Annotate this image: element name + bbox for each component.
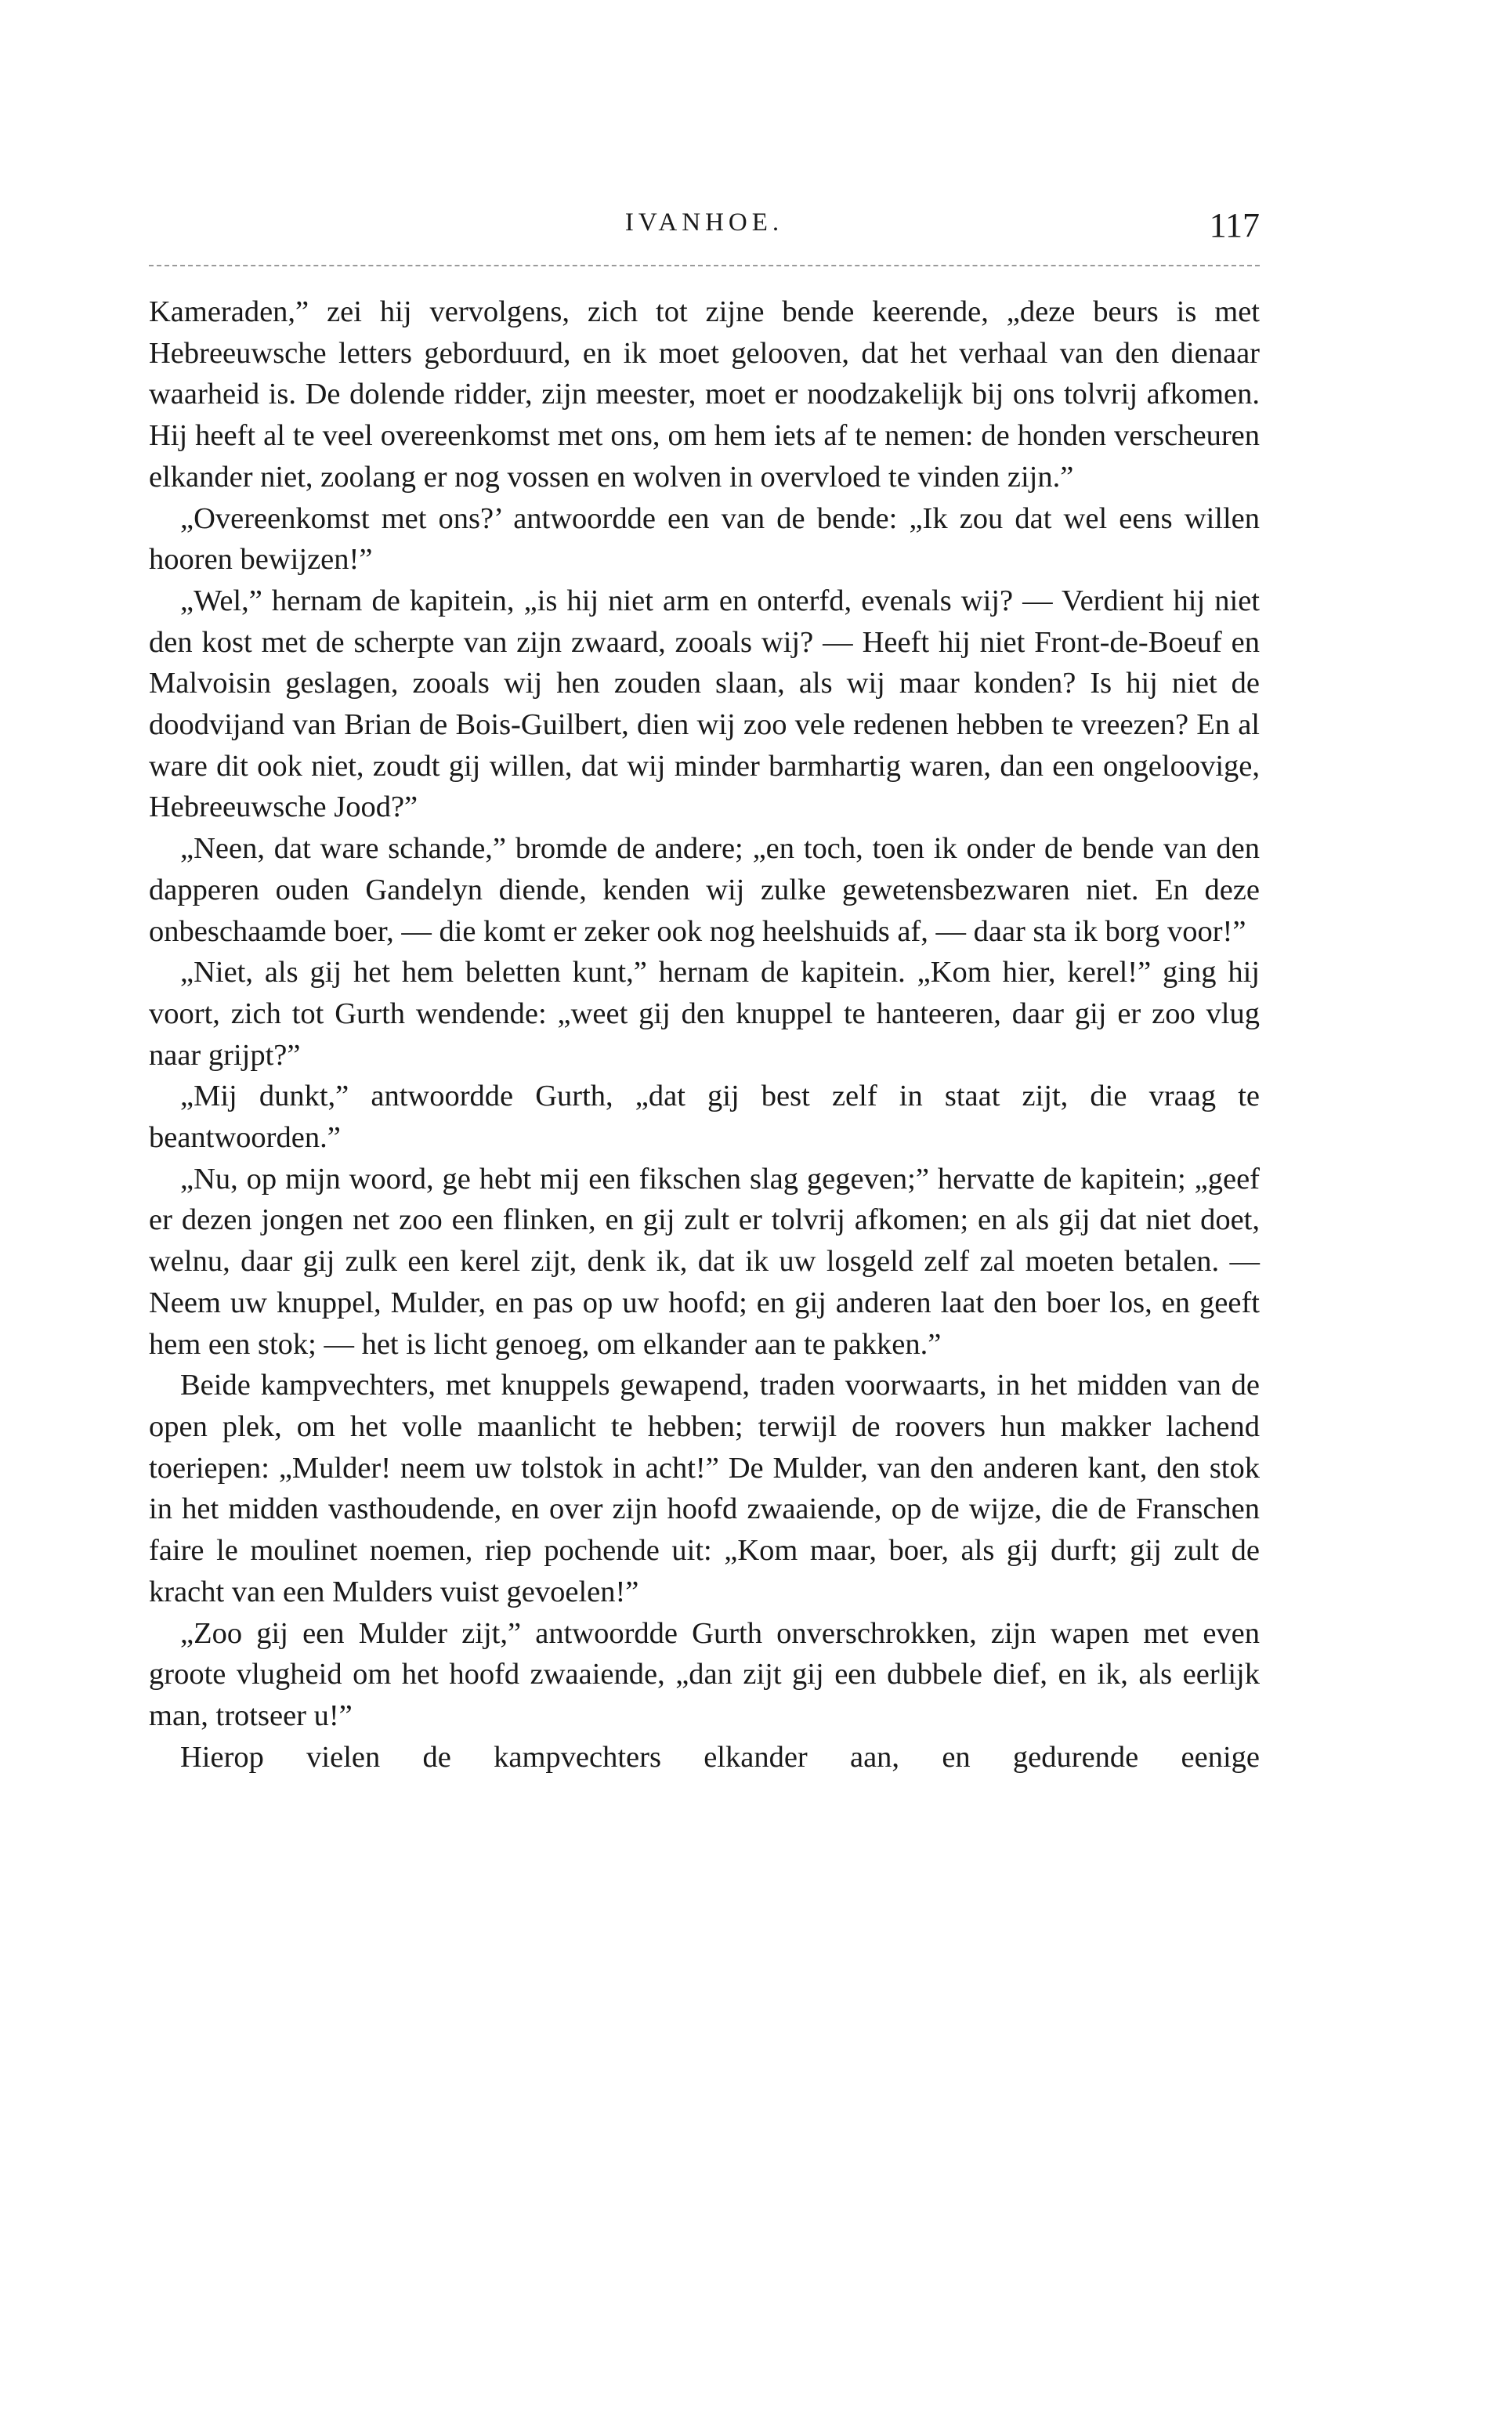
paragraph-10: Hierop vielen de kampvechters elkander aan, en gedurende eenige: [180, 1740, 1260, 1774]
paragraph-8: Beide kampvechters, met knuppels gewapend, traden voorwaarts, in het midden van de open plek, om het volle maanlicht te hebben; terwijl de roovers hun makker lachend toeriepen: „Mulder! neem uw tolstok in acht!” De Mulder, van den anderen kant, den stok in het midden vasthoudende, en over zijn hoofd zwaaiende, op de wijze, die de Franschen faire le moulinet noemen, riep pochende uit: „Kom maar, boer, als gij durft; gij zult de kracht van een Mulders vuist gevoelen!”: [149, 1369, 1260, 1608]
paragraph-4: „Neen, dat ware schande,” bromde de andere; „en toch, toen ik onder de bende van den dapperen ouden Gandelyn diende, kenden wij zulke gewetensbezwaren niet. En deze onbeschaamde boer, — die komt er zeker ook nog heelshuids af, — daar sta ik borg voor!”: [149, 832, 1260, 948]
running-title: IVANHOE.: [624, 208, 784, 237]
paragraph-9: „Zoo gij een Mulder zijt,” antwoordde Gurth onverschrokken, zijn wapen met even groote vlugheid om het hoofd zwaaiende, „dan zijt gij een dubbele dief, en ik, als eerlijk man, trotseer u!”: [149, 1616, 1260, 1732]
paragraph-1: Kameraden,” zei hij vervolgens, zich tot zijne bende keerende, „deze beurs is met Hebreeuwsche letters geborduurd, en ik moet gelooven, dat het verhaal van den dienaar waarheid is. De dolende ridder, zijn meester, moet er noodzakelijk bij ons tolvrij afkomen. Hij heeft al te veel overeenkomst met ons, om hem iets af te nemen: de honden verscheuren elkander niet, zoolang er nog vossen en wolven in overvloed te vinden zijn.”: [149, 295, 1260, 494]
paragraph-7: „Nu, op mijn woord, ge hebt mij een fikschen slag gegeven;” hervatte de kapitein; „geef er dezen jongen net zoo een flinken, en gij zult er tolvrij afkomen; en als gij dat niet doet, welnu, daar gij zulk een kerel zijt, denk ik, dat ik uw losgeld zelf zal moeten betalen. — Neem uw knuppel, Mulder, en pas op uw hoofd; en gij anderen laat den boer los, en geeft hem een stok; — het is licht genoeg, om elkander aan te pakken.”: [149, 1162, 1260, 1361]
paragraph-5: „Niet, als gij het hem beletten kunt,” hernam de kapitein. „Kom hier, kerel!” ging hij voort, zich tot Gurth wendende: „weet gij den knuppel te hanteeren, daar gij er zoo vlug naar grijpt?”: [149, 956, 1260, 1072]
paragraph-2: „Overeenkomst met ons?’ antwoordde een van de bende: „Ik zou dat wel eens willen hooren bewijzen!”: [149, 501, 1260, 577]
body-text: [149, 291, 1260, 1778]
paragraph-6: „Mij dunkt,” antwoordde Gurth, „dat gij best zelf in staat zijt, die vraag te beantwoorden.”: [149, 1080, 1260, 1155]
paragraph-3: „Wel,” hernam de kapitein, „is hij niet arm en onterfd, evenals wij? — Verdient hij niet den kost met de scherpte van zijn zwaard, zooals wij? — Heeft hij niet Front-de-Boeuf en Malvoisin geslagen, zooals wij hen zouden slaan, als wij maar konden? Is hij niet de doodvijand van Brian de Bois-Guilbert, dien wij zoo vele redenen hebben te vreezen? En al ware dit ook niet, zoudt gij willen, dat wij minder barmhartig waren, dan een ongeloovige, Hebreeuwsche Jood?”: [149, 584, 1260, 824]
page-number: 117: [1209, 206, 1260, 244]
header-rule: [149, 265, 1260, 266]
running-head: [149, 205, 1260, 260]
